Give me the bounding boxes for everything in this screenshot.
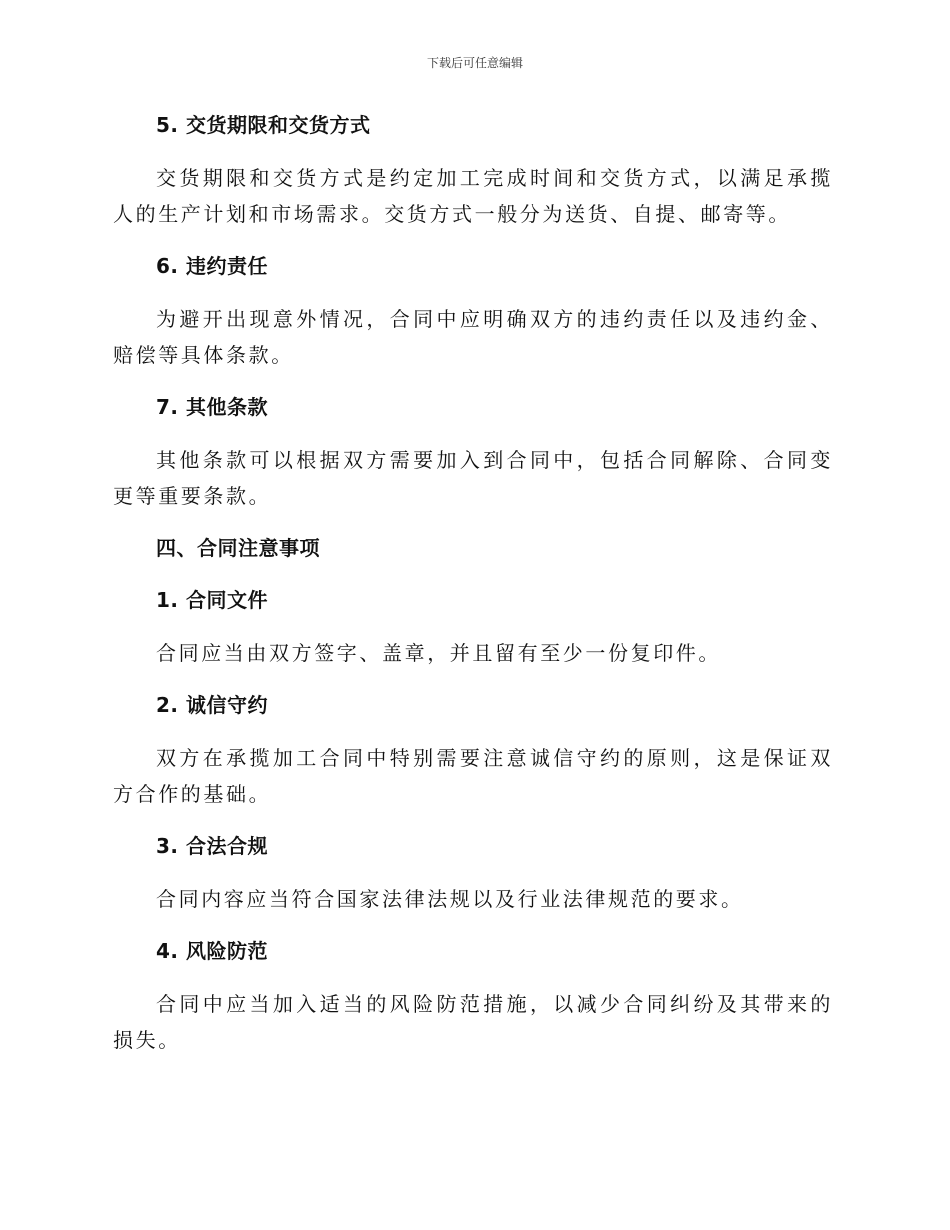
section-paragraph-other-terms: 其他条款可以根据双方需要加入到合同中，包括合同解除、合同变更等重要条款。 xyxy=(113,448,833,508)
section-heading-compliance: 3. 合法合规 xyxy=(156,834,268,858)
section-heading-liability: 6. 违约责任 xyxy=(156,254,268,278)
section-heading-delivery: 5. 交货期限和交货方式 xyxy=(156,113,371,137)
section-paragraph-compliance: 合同内容应当符合国家法律法规以及行业法律规范的要求。 xyxy=(156,887,744,911)
section-heading-other-terms: 7. 其他条款 xyxy=(156,395,268,419)
section-heading-risk: 4. 风险防范 xyxy=(156,939,268,963)
section-paragraph-risk: 合同中应当加入适当的风险防范措施，以减少合同纠纷及其带来的损失。 xyxy=(113,992,833,1052)
chapter-heading-notes: 四、合同注意事项 xyxy=(156,536,320,560)
page-header-note: 下载后可任意编辑 xyxy=(426,56,523,70)
section-heading-good-faith: 2. 诚信守约 xyxy=(156,693,268,717)
section-heading-contract-docs: 1. 合同文件 xyxy=(156,588,268,612)
section-paragraph-good-faith: 双方在承揽加工合同中特别需要注意诚信守约的原则，这是保证双方合作的基础。 xyxy=(113,746,833,806)
section-paragraph-delivery: 交货期限和交货方式是约定加工完成时间和交货方式，以满足承揽人的生产计划和市场需求。交货方式一般分为送货、自提、邮寄等。 xyxy=(113,166,833,226)
document-body xyxy=(113,108,833,1075)
section-paragraph-contract-docs: 合同应当由双方签字、盖章，并且留有至少一份复印件。 xyxy=(156,641,721,665)
section-paragraph-liability: 为避开出现意外情况，合同中应明确双方的违约责任以及违约金、赔偿等具体条款。 xyxy=(113,307,833,367)
